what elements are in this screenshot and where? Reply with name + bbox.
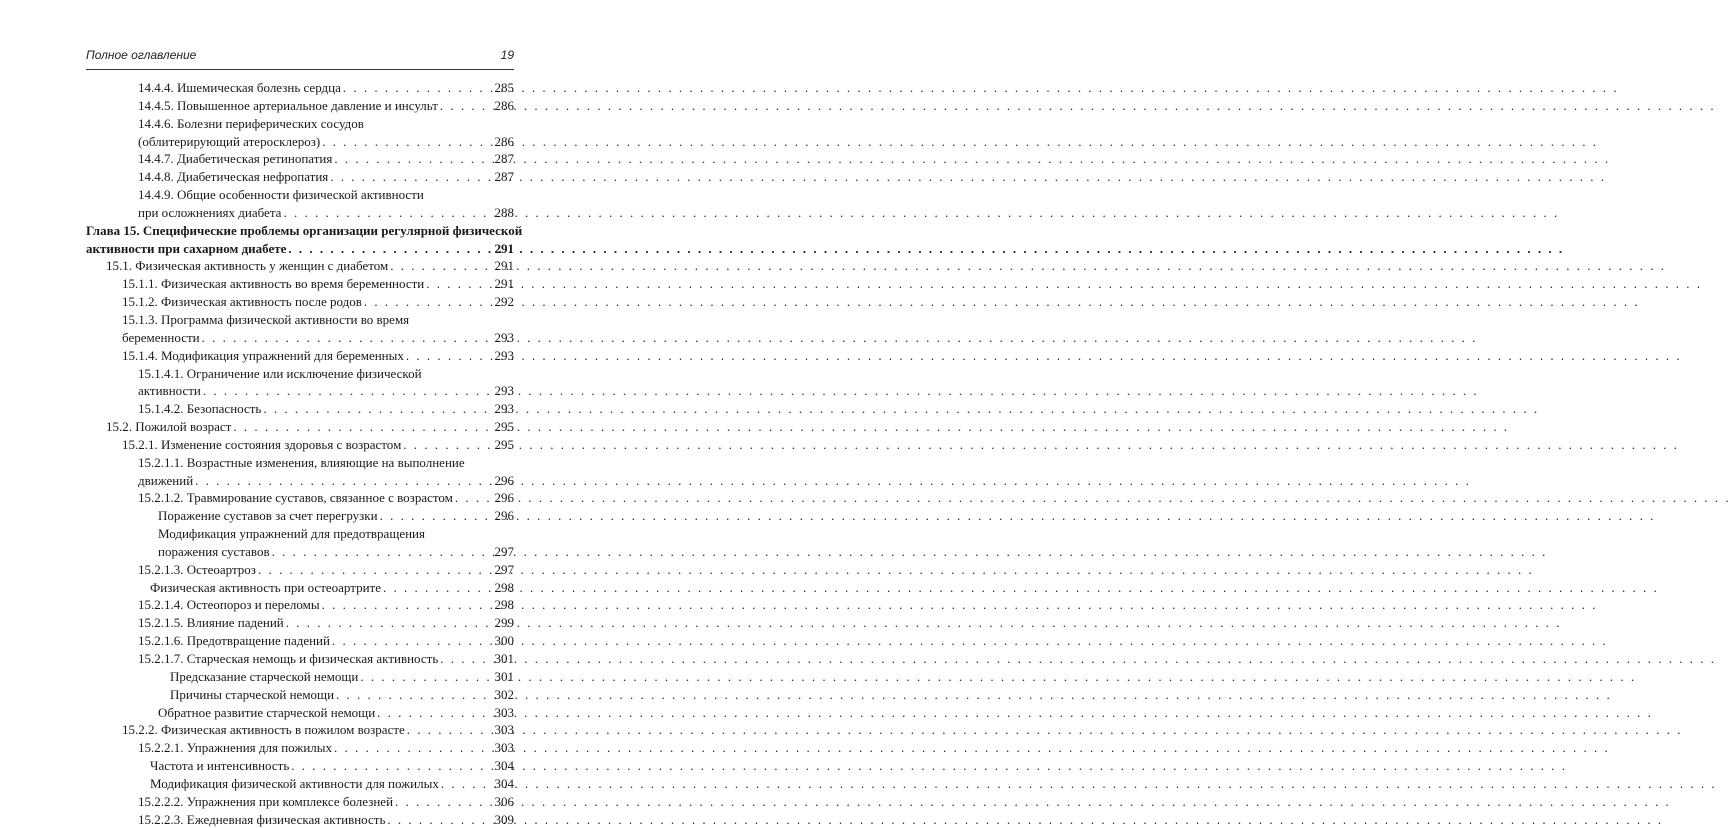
toc-entry-title: 15.2.1.3. Остеоартроз — [138, 561, 256, 577]
toc-entry-page: 288 — [494, 204, 514, 220]
dot-leader — [202, 329, 493, 347]
toc-entry-page: 293 — [494, 401, 514, 417]
toc-entry — [86, 811, 514, 828]
toc-chapter-title: Глава 15. Специфические проблемы организации регулярной физической — [86, 222, 523, 238]
dot-leader — [395, 793, 492, 811]
running-header-page-number: 19 — [500, 48, 514, 62]
toc-entry-page: 306 — [494, 793, 514, 809]
toc-entry-page: 293 — [494, 347, 514, 363]
dot-leader — [195, 472, 492, 490]
dot-leader — [233, 418, 492, 436]
toc-entry-page: 309 — [494, 811, 514, 827]
toc-entry — [86, 489, 514, 507]
toc-entry — [86, 686, 514, 704]
dot-leader — [440, 650, 492, 668]
toc-entry — [86, 365, 514, 401]
dot-leader — [383, 579, 493, 597]
dot-leader — [377, 704, 492, 722]
dot-leader — [406, 347, 493, 365]
toc-entry-title-continued: активности — [138, 383, 201, 399]
toc-entry-page: 299 — [494, 615, 514, 631]
toc-entry-title: 15.2.1.5. Влияние падений — [138, 615, 284, 631]
toc-entry-title: 14.4.4. Ишемическая болезнь сердца — [138, 80, 341, 95]
toc-entry-title: 15.2.1.2. Травмирование суставов, связанное с возрастом — [138, 490, 453, 506]
toc-entry-title: 15.2.2.1. Упражнения для пожилых — [138, 740, 333, 756]
table-of-contents — [86, 79, 523, 828]
toc-entry — [86, 347, 514, 365]
toc-entry-page: 286 — [494, 97, 514, 113]
toc-entry-page: 292 — [494, 294, 514, 310]
toc-entry — [86, 97, 514, 115]
toc-entry-page: 304 — [494, 775, 514, 791]
toc-entry — [86, 186, 514, 222]
dot-leader — [263, 400, 492, 418]
dot-leader — [364, 293, 493, 311]
toc-entry-page: 291 — [494, 240, 514, 256]
toc-entry-page: 304 — [494, 758, 514, 774]
dot-leader — [387, 811, 492, 828]
toc-entry — [86, 704, 514, 722]
toc-entry — [86, 293, 514, 311]
toc-entry-title: 15.2.1. Изменение состояния здоровья с возрастом — [122, 436, 402, 452]
dot-leader — [330, 168, 492, 186]
toc-entry — [86, 79, 514, 97]
toc-entry — [86, 561, 514, 579]
dot-leader — [286, 614, 493, 632]
toc-entry — [86, 400, 514, 418]
toc-entry-page: 293 — [494, 329, 514, 345]
toc-entry-title-continued: беременности — [122, 329, 200, 345]
toc-entry-title: Модификация упражнений для предотвращения — [158, 526, 425, 542]
toc-entry-title: 15.1.3. Программа физической активности во время — [122, 311, 410, 327]
toc-entry-page: 301 — [494, 651, 514, 666]
toc-entry-title-continued: поражения суставов — [158, 543, 270, 559]
dot-leader — [426, 275, 492, 293]
toc-chapter-heading — [86, 222, 523, 258]
toc-entry — [86, 596, 514, 614]
toc-entry-title: 15.1.4.2. Безопасность — [138, 401, 262, 417]
toc-entry-title: Поражение суставов за счет перегрузки — [158, 508, 378, 524]
toc-entry-page: 287 — [494, 151, 514, 167]
toc-entry-page: 297 — [494, 543, 514, 559]
toc-entry-page: 287 — [494, 169, 514, 185]
toc-entry-title: 15.2.1.6. Предотвращение падений — [138, 633, 330, 649]
toc-entry — [86, 507, 514, 525]
toc-entry — [86, 454, 514, 490]
toc-entry-title: 15.2.1.7. Старческая немощь и физическая активность — [138, 651, 439, 666]
toc-entry-page: 286 — [494, 133, 514, 149]
toc-entry-title: 14.4.6. Болезни периферических сосудов — [138, 115, 364, 131]
dot-leader — [336, 686, 492, 704]
toc-entry-page: 291 — [494, 258, 514, 274]
toc-entry-page: 303 — [494, 740, 514, 756]
toc-entry — [86, 579, 514, 597]
dot-leader — [322, 596, 493, 614]
toc-entry-title: 15.2.2.3. Ежедневная физическая активность — [138, 811, 386, 827]
toc-entry — [86, 311, 514, 347]
toc-entry — [86, 614, 514, 632]
toc-entry-title-continued: при осложнениях диабета — [138, 204, 282, 220]
toc-entry-title: 15.2. Пожилой возраст — [106, 419, 232, 435]
toc-entry-title: 14.4.8. Диабетическая нефропатия — [138, 169, 329, 185]
dot-leader — [440, 97, 493, 115]
toc-entry — [86, 757, 514, 775]
toc-entry-page: 296 — [494, 472, 514, 488]
toc-entry-page: 296 — [494, 508, 514, 524]
toc-entry-page: 297 — [494, 561, 514, 577]
toc-entry-title: Причины старческой немощи — [170, 686, 335, 702]
toc-entry-title: 15.2.1.4. Остеопороз и переломы — [138, 597, 320, 613]
toc-entry-title: 15.1. Физическая активность у женщин с диабетом — [106, 258, 389, 274]
toc-entry-title: 15.1.4. Модификация упражнений для беременных — [122, 347, 404, 363]
toc-entry-title: 14.4.5. Повышенное артериальное давление и инсульт — [138, 97, 438, 113]
dot-leader — [441, 775, 493, 793]
header-rule — [86, 69, 514, 70]
dot-leader — [258, 561, 493, 579]
toc-entry — [86, 115, 514, 151]
running-header-title: Полное оглавление — [86, 48, 197, 62]
dot-leader — [360, 668, 492, 686]
toc-entry-title: 14.4.7. Диабетическая ретинопатия — [138, 151, 333, 167]
toc-entry — [86, 668, 514, 686]
toc-entry — [86, 150, 514, 168]
dot-leader — [343, 79, 493, 97]
toc-entry-page: 295 — [494, 436, 514, 452]
dot-leader — [455, 489, 493, 507]
toc-entry-page: 298 — [494, 597, 514, 613]
toc-entry-page: 298 — [494, 579, 514, 595]
dot-leader — [334, 739, 492, 757]
dot-leader — [332, 632, 493, 650]
toc-entry — [86, 275, 514, 293]
toc-entry-title: 15.2.1.1. Возрастные изменения, влияющие на выполнение — [138, 454, 465, 470]
toc-entry-title-continued: (облитерирующий атеросклероз) — [138, 133, 321, 149]
toc-entry — [86, 739, 514, 757]
toc-entry-page: 302 — [494, 686, 514, 702]
toc-entry-title: Модификация физической активности для пожилых — [150, 775, 439, 791]
toc-entry — [86, 721, 514, 739]
toc-entry-title: 14.4.9. Общие особенности физической активности — [138, 187, 424, 203]
toc-entry-title: 15.1.4.1. Ограничение или исключение физической — [138, 365, 422, 381]
toc-entry — [86, 775, 514, 793]
toc-entry-title: 15.1.2. Физическая активность после родов — [122, 294, 362, 310]
toc-entry — [86, 650, 514, 668]
dot-leader — [407, 721, 493, 739]
toc-entry — [86, 436, 514, 454]
dot-leader — [403, 436, 492, 454]
toc-entry-title: 15.1.1. Физическая активность во время беременности — [122, 276, 425, 292]
toc-entry-page: 301 — [494, 668, 514, 684]
dot-leader — [334, 150, 492, 168]
dot-leader — [380, 507, 493, 525]
toc-entry-title: 15.2.2. Физическая активность в пожилом возрасте — [122, 722, 405, 738]
toc-entry — [86, 257, 514, 275]
toc-entry-page: 296 — [494, 490, 514, 506]
toc-entry — [86, 418, 514, 436]
toc-entry-page: 303 — [494, 704, 514, 720]
dot-leader — [283, 204, 492, 222]
toc-entry-page: 300 — [494, 633, 514, 649]
toc-entry — [86, 793, 514, 811]
dot-leader — [322, 133, 492, 151]
toc-chapter-title-continued: активности при сахарном диабете — [86, 240, 287, 256]
dot-leader — [272, 543, 493, 561]
toc-entry-title: Частота и интенсивность — [150, 758, 290, 774]
toc-entry-title: 15.2.2.2. Упражнения при комплексе болезней — [138, 793, 394, 809]
toc-entry-title: Физическая активность при остеоартрите — [150, 579, 381, 595]
toc-entry-title: Обратное развитие старческой немощи — [158, 704, 376, 720]
toc-entry-page: 291 — [494, 276, 514, 292]
dot-leader — [390, 257, 492, 275]
toc-page — [0, 0, 600, 827]
dot-leader — [288, 240, 492, 258]
toc-entry-title: Предсказание старческой немощи — [170, 668, 359, 684]
toc-entry — [86, 525, 514, 561]
toc-entry — [86, 632, 514, 650]
running-header — [86, 48, 514, 66]
toc-entry-page: 285 — [494, 80, 514, 95]
toc-entry — [86, 168, 514, 186]
toc-entry-page: 293 — [494, 383, 514, 399]
toc-entry-page: 295 — [494, 419, 514, 435]
dot-leader — [291, 757, 492, 775]
toc-entry-page: 303 — [494, 722, 514, 738]
toc-entry-title-continued: движений — [138, 472, 194, 488]
dot-leader — [203, 382, 493, 400]
